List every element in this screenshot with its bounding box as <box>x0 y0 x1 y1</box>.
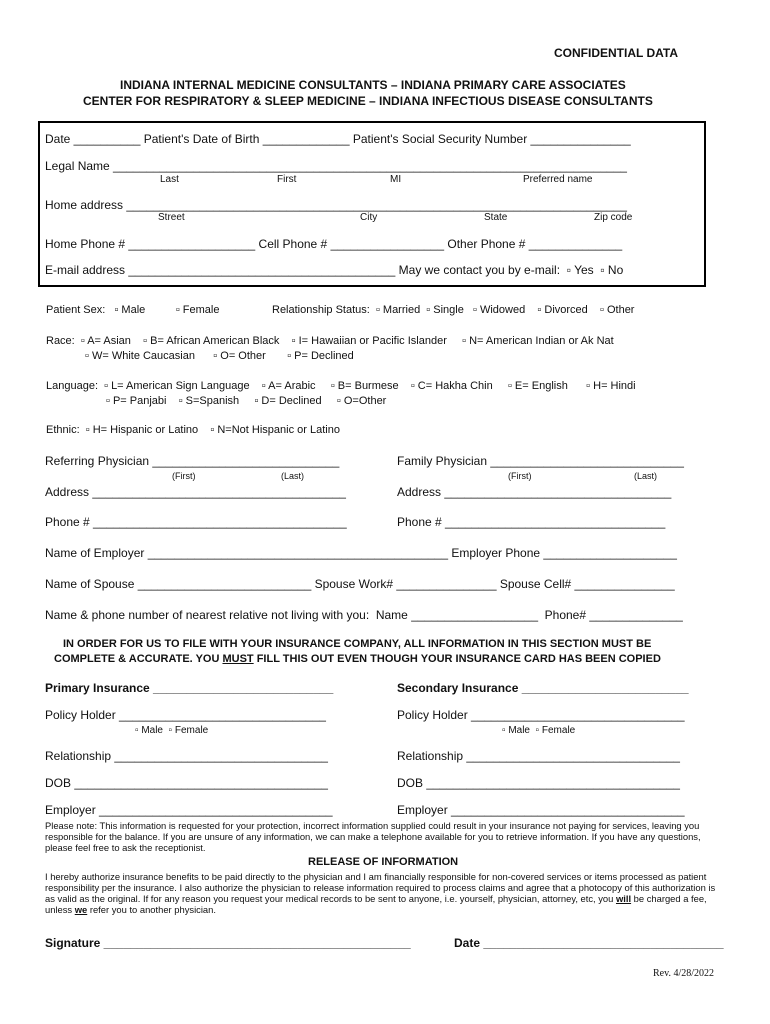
language-options-1[interactable]: Language: ▫ L= American Sign Language ▫ A= Arabic ▫ B= Burmese ▫ C= Hakha Chin ▫ E= English ▫ H= Hindi <box>46 380 636 392</box>
revision-label: Rev. 4/28/2022 <box>653 968 715 979</box>
secondary-relationship-field[interactable]: Relationship ________________________________ <box>397 749 680 763</box>
nearest-relative-row[interactable]: Name & phone number of nearest relative not living with you: Name ___________________ Phone# ______________ <box>45 608 683 622</box>
release-title: RELEASE OF INFORMATION <box>308 856 459 868</box>
city-caption: City <box>360 212 378 223</box>
phones-row[interactable]: Home Phone # ___________________ Cell Phone # _________________ Other Phone # ______________ <box>45 237 623 251</box>
secondary-dob-field[interactable]: DOB ______________________________________ <box>397 776 680 790</box>
confidential-label: CONFIDENTIAL DATA <box>554 46 678 60</box>
secondary-employer-field[interactable]: Employer ___________________________________ <box>397 803 685 817</box>
legal-name-field[interactable]: Legal Name _____________________________________________________________________________ <box>45 159 627 173</box>
secondary-holder-sex[interactable]: ▫ Male ▫ Female <box>502 725 576 736</box>
primary-insurance-field[interactable]: Primary Insurance ___________________________ <box>45 681 334 695</box>
primary-employer-field[interactable]: Employer ___________________________________ <box>45 803 333 817</box>
patient-sex-options[interactable]: Patient Sex: ▫ Male ▫ Female <box>46 304 220 316</box>
email-row[interactable]: E-mail address ________________________________________ May we contact you by e-mail: ▫ Yes ▫ No <box>45 263 624 277</box>
signature-field[interactable]: Signature ______________________________________________ <box>45 936 411 950</box>
first-name-caption: First <box>277 174 297 185</box>
home-address-field[interactable]: Home address ___________________________________________________________________________ <box>45 198 627 212</box>
signature-date-field[interactable]: Date ____________________________________ <box>454 936 724 950</box>
referring-physician-field[interactable]: Referring Physician ____________________________ <box>45 454 340 468</box>
language-options-2[interactable]: ▫ P= Panjabi ▫ S=Spanish ▫ D= Declined ▫ O=Other <box>106 395 387 407</box>
primary-policy-holder-field[interactable]: Policy Holder _______________________________ <box>45 708 326 722</box>
primary-dob-field[interactable]: DOB ______________________________________ <box>45 776 328 790</box>
state-caption: State <box>484 212 508 223</box>
please-note-paragraph: Please note: This information is requested for your protection, incorrect information supplied could result in your insurance not paying for services, leaving you responsible for the balance. If you are unsure of any information, we can make a telephone available for you to retrieve information. If you have any questions, please feel free to ask the receptionist. <box>45 820 701 853</box>
date-dob-ssn-row[interactable]: Date __________ Patient's Date of Birth _____________ Patient's Social Security Number _______________ <box>45 132 631 146</box>
preferred-name-caption: Preferred name <box>523 174 593 185</box>
relationship-status-options[interactable]: Relationship Status: ▫ Married ▫ Single ▫ Widowed ▫ Divorced ▫ Other <box>272 304 635 316</box>
race-options-1[interactable]: Race: ▫ A= Asian ▫ B= African American Black ▫ I= Hawaiian or Pacific Islander ▫ N= American Indian or Ak Nat <box>46 335 614 347</box>
family-physician-field[interactable]: Family Physician _____________________________ <box>397 454 684 468</box>
family-phone-field[interactable]: Phone # _________________________________ <box>397 515 666 529</box>
primary-holder-sex[interactable]: ▫ Male ▫ Female <box>135 725 209 736</box>
header-line-2: CENTER FOR RESPIRATORY & SLEEP MEDICINE – INDIANA INFECTIOUS DISEASE CONSULTANTS <box>83 94 653 108</box>
mi-caption: MI <box>390 174 402 185</box>
street-caption: Street <box>158 212 185 223</box>
referring-last-caption: (Last) <box>281 471 305 481</box>
family-address-field[interactable]: Address __________________________________ <box>397 485 672 499</box>
last-name-caption: Last <box>160 174 179 185</box>
employer-row[interactable]: Name of Employer _____________________________________________ Employer Phone ____________________ <box>45 546 677 560</box>
primary-relationship-field[interactable]: Relationship ________________________________ <box>45 749 328 763</box>
referring-first-caption: (First) <box>172 471 196 481</box>
race-options-2[interactable]: ▫ W= White Caucasian ▫ O= Other ▫ P= Declined <box>85 350 354 362</box>
referring-address-field[interactable]: Address ______________________________________ <box>45 485 346 499</box>
referring-phone-field[interactable]: Phone # ______________________________________ <box>45 515 347 529</box>
header-line-1: INDIANA INTERNAL MEDICINE CONSULTANTS – INDIANA PRIMARY CARE ASSOCIATES <box>120 78 626 92</box>
spouse-row[interactable]: Name of Spouse __________________________ Spouse Work# _______________ Spouse Cell# _______________ <box>45 577 675 591</box>
family-last-caption: (Last) <box>634 471 658 481</box>
secondary-policy-holder-field[interactable]: Policy Holder ________________________________ <box>397 708 685 722</box>
zip-caption: Zip code <box>594 212 633 223</box>
insurance-notice-line-1: IN ORDER FOR US TO FILE WITH YOUR INSURANCE COMPANY, ALL INFORMATION IN THIS SECTION MUST BE <box>63 638 652 650</box>
insurance-notice-line-2: COMPLETE & ACCURATE. YOU MUST FILL THIS OUT EVEN THOUGH YOUR INSURANCE CARD HAS BEEN COPIED <box>54 653 661 665</box>
release-paragraph: I hereby authorize insurance benefits to be paid directly to the physician and I am financially responsible for non-covered services or items processed as patient responsibility per the insurance. I also authorize the physician to release information required to process claims and agree that a photocopy of this authorization is as valid as the original. If for any reason you request your medical records to be sent to anyone, i.e. yourself, physician, attorney, etc, you will be charged a fee, unless we refer you to another physician. <box>45 871 716 915</box>
ethnic-options[interactable]: Ethnic: ▫ H= Hispanic or Latino ▫ N=Not Hispanic or Latino <box>46 424 340 436</box>
family-first-caption: (First) <box>508 471 532 481</box>
secondary-insurance-field[interactable]: Secondary Insurance _________________________ <box>397 681 689 695</box>
